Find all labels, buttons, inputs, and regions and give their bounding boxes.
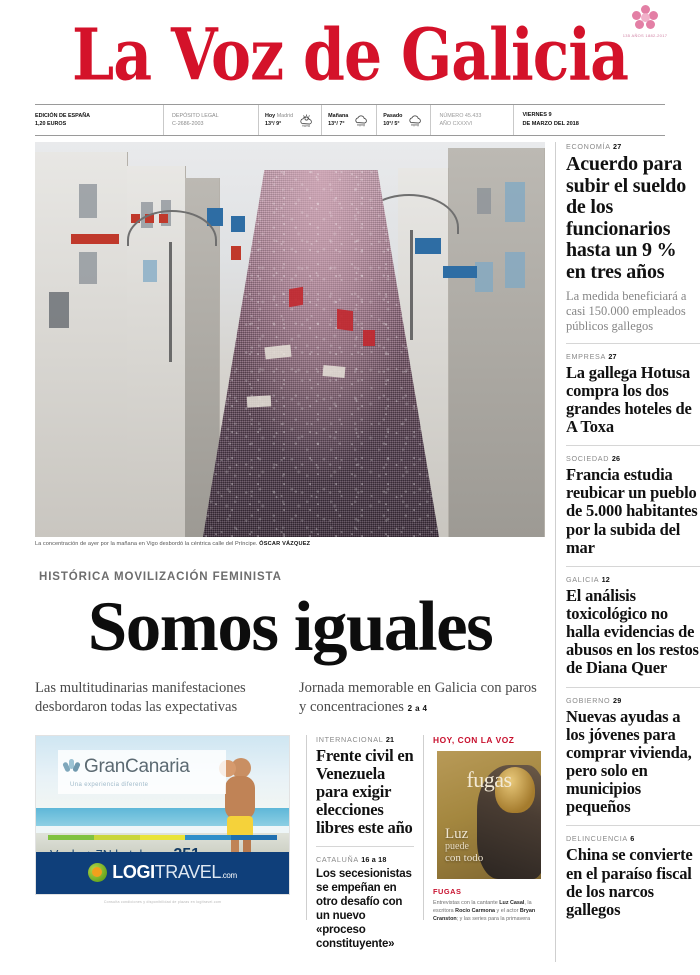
protest-flag [337,309,353,331]
rail-section-line [566,834,700,843]
photo-caption-text: La concentración de ayer por la mañana en Vigo desbordó la céntrica calle del Príncipe. [35,541,258,547]
rail-item-economia[interactable] [566,142,700,343]
photo-credit-name: ÓSCAR VÁZQUEZ [259,541,311,547]
edition-price: 1,20 EUROS [35,121,67,127]
cover-line-2: puede [445,841,469,853]
rail-section: GOBIERNO [566,695,611,705]
rail-item-delincuencia[interactable] [566,825,700,928]
lead-deck-right [299,679,545,716]
brief-title: Frente civil en Venezuela para exigir elecciones libres este año [316,745,414,838]
bottom-strip [35,734,545,951]
street-sign [415,238,441,254]
brief-cataluna[interactable] [316,846,414,960]
rail-title: Acuerdo para subir el sueldo de los funcionarios hasta un 9 % en tres años [566,153,686,283]
ad-brand-name: GranCanaria [84,755,190,777]
flower-icon [632,5,658,31]
lamp-pole [410,230,413,340]
rail-section: EMPRESA [566,351,606,361]
magazine-cover[interactable] [437,751,541,879]
cloud-rain-icon [407,113,424,128]
date-cell [514,105,586,135]
right-rail [555,142,700,962]
promo-text-part: y el actor [495,907,520,914]
rail-section: ECONOMÍA [566,142,611,151]
weather-today [259,105,322,135]
date-month-year: DE MARZO DEL 2018 [522,121,579,127]
weather-today-text [265,112,293,129]
lamp-pole [169,242,172,362]
legal-value: C-2686-2003 [172,121,204,127]
promo-text-part: Entrevistas con la cantante [433,899,500,906]
rail-title: China se convierte en el paraíso fiscal de los narcos gallegos [566,845,693,919]
protest-flag [363,330,375,346]
lead-decks [35,679,545,716]
brief-internacional[interactable] [316,735,414,847]
date-weekday: VIERNES 9 [522,112,552,119]
rail-section-line [566,454,700,463]
weather-day-after [377,105,431,135]
cover-headline [445,827,511,865]
rail-title: Nuevas ayudas a los jóvenes para comprar vivienda, pero solo en municipios pequeños [566,706,692,817]
promo-text-highlight: Luz Casal [499,899,525,906]
sun-rain-icon [298,113,315,128]
advertiser-domain: .com [220,871,237,881]
advertiser-part-2: TRAVEL [154,862,221,883]
rail-page: 27 [608,351,617,361]
edition-cell [35,105,164,135]
window [143,260,157,282]
gran-canaria-icon [64,759,79,774]
rail-page: 12 [601,574,610,584]
weather-today-when: Hoy [265,112,276,119]
brief-title: Los secesionistas se empeñan en otro desafío con un nuevo «proceso constituyente» [316,868,412,951]
anniversary-caption: 135 AÑOS 1882-2017 [622,33,668,38]
rail-section: SOCIEDAD [566,454,610,464]
window [79,184,97,218]
ad-card[interactable] [35,735,290,895]
rail-item-gobierno[interactable] [566,687,700,826]
weather-day-after-text [383,112,402,129]
legal-label: DEPÓSITO LEGAL [172,112,219,119]
promo-section-name: FUGAS [433,886,462,896]
promo-text-part: ; y las series para la primavera [456,916,531,923]
promo-text-part: , la escritora [433,899,532,914]
photo-caption [35,537,545,547]
rail-page: 26 [611,454,621,464]
brief-section: INTERNACIONAL [316,734,384,744]
promo-description [433,899,545,924]
window [505,182,525,222]
rail-page: 29 [613,695,622,705]
ad-person-body [225,776,255,820]
rail-section: GALICIA [566,574,599,584]
weather-today-city: Madrid [276,112,294,119]
cover-line-1: Luz [445,825,469,842]
lead-deck-left: Las multitudinarias manifestaciones desbordaron todas las expectativas [35,680,246,715]
anniversary-logo [622,5,668,61]
rail-section: DELINCUENCIA [566,834,628,844]
rail-title: La gallega Hotusa compra los dos grandes hoteles de A Toxa [566,362,692,436]
weather-tomorrow-temps: 13°/ 7° [328,121,345,127]
advertisement[interactable] [35,735,297,920]
lead-headline: Somos iguales [87,588,493,666]
issue-number: NÚMERO 45.433 [439,112,482,119]
lead-kicker: HISTÓRICA MOVILIZACIÓN FEMINISTA [39,571,282,583]
legal-deposit-cell [164,105,259,135]
rail-section-line [566,352,700,361]
promo-flag: HOY, CON LA VOZ [433,734,515,745]
edition-label: EDICIÓN DE ESPAÑA [35,112,91,119]
cloud-rain-icon [353,113,370,128]
page-content [35,142,699,962]
main-column [35,142,545,962]
brief-page: 16 a 18 [361,855,387,865]
lead-photo [35,142,545,537]
shop-sign [231,246,241,260]
window [79,252,97,284]
protest-banner [323,365,346,378]
rail-item-empresa[interactable] [566,343,700,446]
cover-line-3: con todo [445,851,484,864]
street-sign [443,266,477,278]
rail-page: 6 [630,834,635,844]
weather-today-temps: 13°/ 9° [265,121,282,127]
magazine-promo[interactable] [423,734,545,923]
brief-page: 21 [385,734,395,744]
masthead-info-bar [35,104,665,136]
window [477,188,491,214]
rail-section-line [566,575,700,584]
newspaper-title: La Voz de Galicia [72,14,628,98]
weather-tomorrow [322,105,377,135]
logitravel-icon [88,863,107,882]
building-right-1 [448,148,545,537]
brief-section: CATALUÑA [316,855,359,865]
rail-section-line [566,142,700,151]
weather-tomorrow-text [328,112,348,129]
brief-section-line [316,855,414,864]
ad-brand [64,756,189,778]
lead-deck-right-text: Jornada memorable en Galicia con paros y concentraciones [299,680,537,715]
street-sign [231,216,245,232]
protest-banner [247,395,272,407]
ad-advertiser-bar[interactable] [36,852,289,893]
ad-color-bar [48,835,277,840]
magazine-name: fugas [466,766,512,792]
advertiser-part-1: LOGI [112,862,155,883]
window [505,252,525,288]
brief-section-line [316,735,414,744]
lead-deck-right-pages: 2 a 4 [407,703,428,713]
advertiser-name [112,862,236,883]
rail-title: Francia estudia reubicar un pueblo de 5.000 habitantes por la subida del mar [566,465,698,557]
promo-text-highlight: Bryan Cranston [433,907,536,923]
rail-page: 27 [613,142,622,151]
window [475,262,493,292]
window [49,292,69,328]
rail-section-line [566,696,700,705]
weather-day-after-temps: 10°/ 5° [383,121,400,127]
weather-tomorrow-when: Mañana [328,112,349,119]
protest-flag [289,287,303,307]
shop-sign [71,234,119,244]
bottom-briefs-column [306,734,414,951]
ad-legal-text: Consulta condiciones y disponibilidad de plazas en logitravel.com [103,899,222,904]
rail-subtitle: La medida beneficiará a casi 150.000 empleados públicos gallegos [566,288,687,333]
rail-item-sociedad[interactable] [566,445,700,566]
promo-text-highlight: Rocío Carmona [455,907,496,914]
rail-item-galicia[interactable] [566,566,700,687]
issue-year: AÑO CXXXVI [439,121,473,127]
ad-tagline: Una experiencia diferente [70,781,149,788]
issue-cell [431,105,514,135]
masthead [35,0,668,100]
rail-title: El análisis toxicológico no halla evidencias de abusos en los restos de Diana Quer [566,585,699,678]
weather-day-after-when: Pasado [383,112,403,119]
